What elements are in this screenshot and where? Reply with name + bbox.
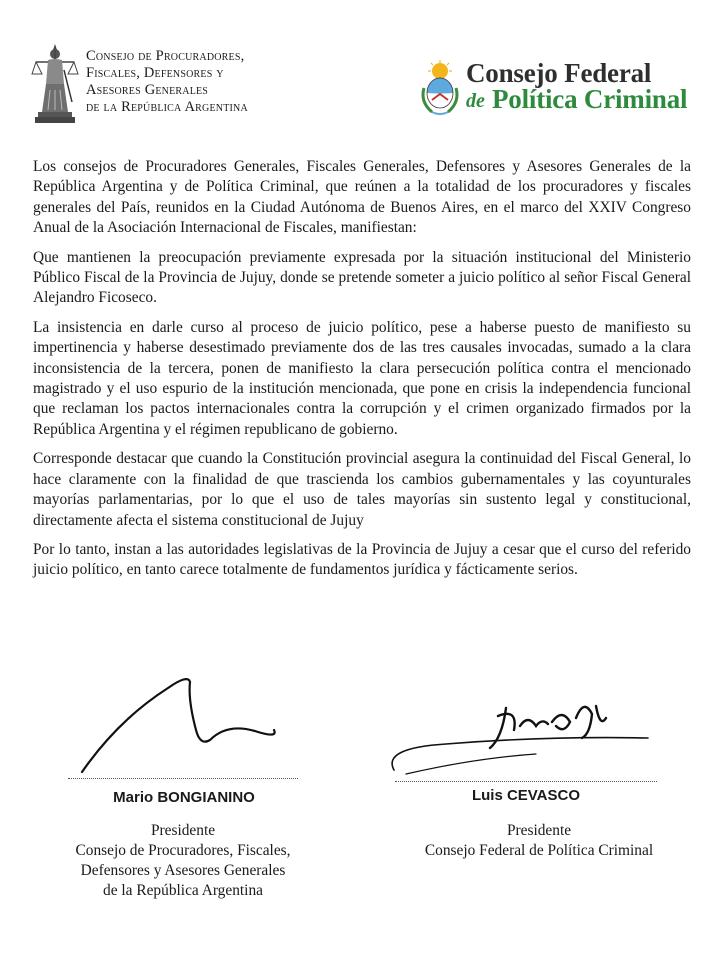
org-line: Asesores Generales (86, 82, 209, 98)
signature-cevasco (386, 678, 656, 788)
org-line: Fiscales, Defensores y (86, 65, 224, 81)
signer-title-right (386, 821, 692, 861)
right-org-logo (418, 60, 698, 118)
left-org-name (86, 48, 248, 116)
title-line: Presidente (150, 822, 216, 839)
title-line: Consejo Federal de Política Criminal (424, 842, 654, 859)
signature-line (68, 778, 298, 779)
org-line: Consejo de Procuradores, (86, 48, 245, 64)
right-org-sub-prefix: de (466, 90, 485, 112)
signer-title-left (48, 821, 318, 901)
paragraph: Que mantienen la preocupación previamente expresada por la situación institucional del Ministerio Público Fiscal de la Provincia de Jujuy, donde se pretende someter a juicio político al señor Fiscal General Alejandro Ficoseco. (33, 248, 691, 307)
letter-body (33, 157, 691, 590)
right-org-title: Consejo Federal (466, 58, 652, 88)
paragraph: Por lo tanto, instan a las autoridades legislativas de la Provincia de Jujuy a cesar que el curso del referido juicio político, en tanto carece totalmente de fundamentos jurídica y fácticamente serios. (33, 540, 691, 579)
paragraph: Corresponde destacar que cuando la Constitución provincial asegura la continuidad del Fiscal General, lo hace claramente con la finalidad de que trascienda los cambios gubernamentales y las coyunturales mayorías parlamentarias, por lo que el uso de tales mayorías sin sustento legal y constitucional, directamente afecta el sistema constitucional de Jujuy (33, 450, 691, 529)
argentina-coat-of-arms-icon (418, 60, 462, 116)
title-line: de la República Argentina (103, 882, 263, 899)
title-line: Defensores y Asesores Generales (80, 862, 286, 879)
paragraph: La insistencia en darle curso al proceso de juicio político, pese a haberse puesto de manifiesto su impertinencia y haberse desestimado previamente dos de las tres causales invocadas, sumado a la clara inconsistencia de la tercera, ponen de manifiesto la clara persecución política contra el mencionado magistrado y el uso espurio de la institución mencionada, que pone en crisis la independencia funcional que reclaman los pactos internacionales contra la corrupción y el crimen organizado firmados por la República Argentina y el régimen republicano de gobierno. (33, 318, 691, 438)
justice-statue-icon (30, 40, 80, 126)
paragraph: Los consejos de Procuradores Generales, Fiscales Generales, Defensores y Asesores Generales de la República Argentina y de Política Criminal, que reúnen a la totalidad de los procuradores y fiscales generales del País, reunidos en la Ciudad Autónoma de Buenos Aires, en el marco del XXIV Congreso Anual de la Asociación Internacional de Fiscales, manifiestan: (33, 158, 691, 237)
signer-name-left: Mario BONGIANINO (113, 789, 255, 806)
signature-line (395, 781, 657, 782)
left-org-logo (30, 40, 280, 126)
right-org-subtitle: Política Criminal (492, 84, 688, 114)
title-line: Consejo de Procuradores, Fiscales, (75, 842, 291, 859)
signature-bongianino (78, 660, 278, 780)
title-line: Presidente (506, 822, 572, 839)
org-line: de la República Argentina (86, 99, 248, 115)
signer-name-right: Luis CEVASCO (471, 787, 581, 804)
